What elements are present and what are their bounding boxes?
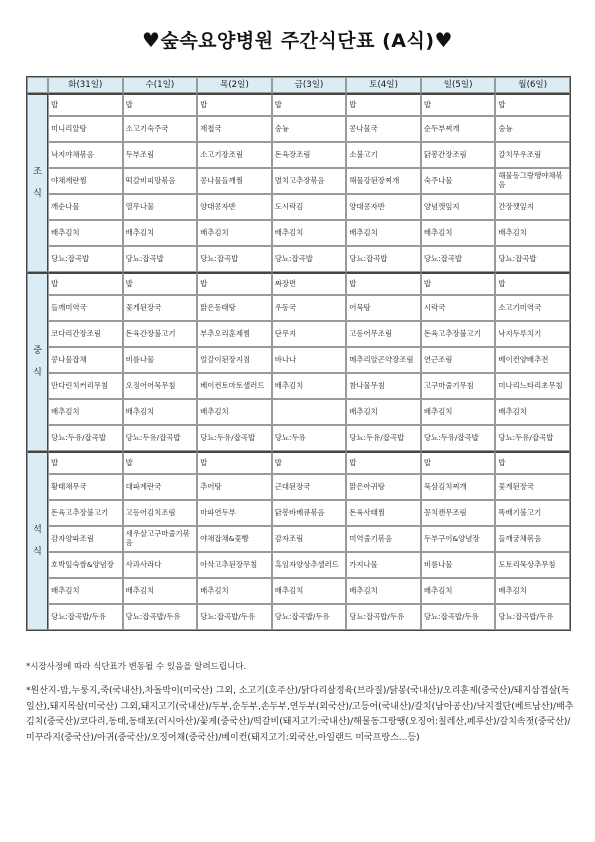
menu-row [27,474,570,500]
dish-cell: 숭늉 [495,116,570,142]
dish-cell: 밥 [495,272,570,295]
dish-cell: 배추김치 [48,578,123,604]
dish-cell: 밥 [272,93,347,116]
menu-row [27,142,570,168]
day-header: 토(4일) [346,77,421,93]
dish-cell: 꽃게된장국 [495,474,570,500]
meal-block [27,272,570,451]
dish-cell: 재첩국 [197,116,272,142]
day-header: 월(6일) [495,77,570,93]
dish-cell: 소고기숙주국 [123,116,198,142]
dish-cell: 해물동그랑땡야채볶음 [495,168,570,194]
menu-row [27,451,570,474]
dish-cell: 맑은동태탕 [197,295,272,321]
dish-cell: 배추김치 [421,578,496,604]
dish-cell: 당뇨:두유/잡곡밥 [346,425,421,451]
dish-cell: 배추김치 [421,220,496,246]
meal-label-char: 식 [33,547,42,557]
dish-cell: 배추김치 [272,578,347,604]
dish-cell: 당뇨:잡곡밥/두유 [495,604,570,630]
dish-cell: 시락국 [421,295,496,321]
dish-cell: 당뇨:잡곡밥/두유 [197,604,272,630]
meal-block [27,93,570,272]
dish-cell: 부추오리훈제찜 [197,321,272,347]
dish-cell: 꽃게된장국 [123,295,198,321]
dish-cell: 만다린치커리무침 [48,373,123,399]
dish-cell: 고등어김치조림 [123,500,198,526]
dish-cell: 소고기장조림 [197,142,272,168]
dish-cell: 밥 [48,93,123,116]
dish-cell: 배추김치 [346,220,421,246]
dish-cell: 밥 [123,272,198,295]
dish-cell: 배추김치 [495,578,570,604]
dish-cell: 닭봉간장조림 [421,142,496,168]
dish-cell: 닭봉바베큐볶음 [272,500,347,526]
dish-cell: 배추김치 [197,578,272,604]
dish-cell: 밥 [421,272,496,295]
menu-row [27,526,570,552]
dish-cell: 흑임자양상추샐러드 [272,552,347,578]
header-corner [27,77,48,93]
dish-cell: 소고기미역국 [495,295,570,321]
dish-cell: 숙주나물 [421,168,496,194]
menu-row [27,399,570,425]
dish-cell: 낙지야채볶음 [48,142,123,168]
dish-cell: 밥 [123,93,198,116]
dish-cell: 감자조림 [272,526,347,552]
menu-row [27,272,570,295]
dish-cell: 떡갈비피망볶음 [123,168,198,194]
dish-cell: 돈육고추장불고기 [48,500,123,526]
dish-cell: 도토리묵상추무침 [495,552,570,578]
notice-text: *시장사정에 따라 식단표가 변동될 수 있음을 알려드립니다. [26,662,247,672]
dish-cell: 당뇨:잡곡밥 [421,246,496,272]
dish-cell: 마파연두부 [197,500,272,526]
dish-cell: 어묵탕 [346,295,421,321]
dish-cell: 콩나물들깨찜 [197,168,272,194]
menu-row [27,194,570,220]
menu-row [27,246,570,272]
meal-label-char: 식 [33,368,42,378]
meal-label-char: 석 [33,525,42,535]
dish-cell: 맑은아귀탕 [346,474,421,500]
dish-cell: 배추김치 [495,220,570,246]
menu-row [27,168,570,194]
dish-cell: 감자양파조림 [48,526,123,552]
dish-cell: 당뇨:잡곡밥 [346,246,421,272]
dish-cell: 밥 [421,93,496,116]
dish-cell: 당뇨:잡곡밥 [495,246,570,272]
dish-cell: 배추김치 [421,399,496,425]
meal-label-char: 식 [33,189,42,199]
day-header: 금(3일) [272,77,347,93]
heart-icon: ♥ [142,28,161,52]
dish-cell: 당뇨:두유/잡곡밥 [421,425,496,451]
dish-cell: 배추김치 [123,399,198,425]
dish-cell: 해물강된장찌개 [346,168,421,194]
dish-cell: 비름나물 [421,552,496,578]
dish-cell: 묵삼김치찌개 [421,474,496,500]
dish-cell: 밥 [346,93,421,116]
menu-row [27,552,570,578]
dish-cell: 들깨궁채볶음 [495,526,570,552]
dish-cell: 당뇨:두유/잡곡밥 [197,425,272,451]
dish-cell: 당뇨:잡곡밥/두유 [421,604,496,630]
dish-cell: 도시락김 [272,194,347,220]
dish-cell: 연근조림 [421,347,496,373]
dish-cell: 배추김치 [495,399,570,425]
dish-cell: 메추리알곤약장조림 [346,347,421,373]
dish-cell: 배추김치 [197,399,272,425]
dish-cell: 배추김치 [346,399,421,425]
dish-cell: 베이컨토마토샐러드 [197,373,272,399]
dish-cell: 밥 [197,93,272,116]
dish-cell: 돈육고추장불고기 [421,321,496,347]
dish-cell: 당뇨:두유/잡곡밥 [495,425,570,451]
dish-cell: 비름나물 [123,347,198,373]
dish-cell: 참나물무침 [346,373,421,399]
dish-cell: 추어탕 [197,474,272,500]
dish-cell: 배추김치 [346,578,421,604]
meal-label [27,451,48,630]
dish-cell: 당뇨:두유 [272,425,347,451]
dish-cell: 밥 [123,451,198,474]
dish-cell: 멸치고추장볶음 [272,168,347,194]
dish-cell: 두부구이&양념장 [421,526,496,552]
dish-cell: 양대콩자반 [197,194,272,220]
dish-cell: 얼갈이된장지짐 [197,347,272,373]
dish-cell: 당뇨:잡곡밥 [48,246,123,272]
dish-cell: 두부조림 [123,142,198,168]
dish-cell: 배추김치 [48,220,123,246]
dish-cell: 바나나 [272,347,347,373]
dish-cell: 들깨미역국 [48,295,123,321]
heart-icon: ♥ [434,28,453,52]
day-header: 화(31일) [48,77,123,93]
menu-row [27,373,570,399]
dish-cell: 열무나물 [123,194,198,220]
menu-row [27,93,570,116]
dish-cell: 배추김치 [48,399,123,425]
meal-label-char: 조 [33,167,42,177]
dish-cell: 배추김치 [197,220,272,246]
dish-cell: 당뇨:두유/잡곡밥 [48,425,123,451]
dish-cell: 미역줄기볶음 [346,526,421,552]
menu-row [27,347,570,373]
menu-row [27,425,570,451]
dish-cell: 당뇨:잡곡밥/두유 [123,604,198,630]
dish-cell [272,399,347,425]
dish-cell: 당뇨:잡곡밥 [272,246,347,272]
title-text: 숲속요양병원 주간식단표 (A식) [160,30,435,52]
dish-cell: 낙지두루치기 [495,321,570,347]
menu-row [27,116,570,142]
dish-cell: 밥 [197,272,272,295]
dish-cell: 배추김치 [272,373,347,399]
menu-row [27,220,570,246]
dish-cell: 코다리간장조림 [48,321,123,347]
dish-cell: 밥 [197,451,272,474]
dish-cell: 미니리알탕 [48,116,123,142]
dish-cell: 간장깻잎지 [495,194,570,220]
dish-cell: 밥 [346,451,421,474]
dish-cell: 당뇨:잡곡밥/두유 [346,604,421,630]
dish-cell: 야채잡채&꽃빵 [197,526,272,552]
dish-cell: 밥 [495,451,570,474]
meal-block [27,451,570,630]
dish-cell: 갈치무우조림 [495,142,570,168]
dish-cell: 똑배기불고기 [495,500,570,526]
dish-cell: 오징어어묵무침 [123,373,198,399]
day-header: 목(2일) [197,77,272,93]
dish-cell: 돈육장조림 [272,142,347,168]
menu-row [27,321,570,347]
dish-cell: 베이컨양배추전 [495,347,570,373]
dish-cell: 가지나물 [346,552,421,578]
dish-cell: 당뇨:잡곡밥 [197,246,272,272]
dish-cell: 당뇨:두유/잡곡밥 [123,425,198,451]
dish-cell: 밥 [346,272,421,295]
dish-cell: 우동국 [272,295,347,321]
day-header: 수(1일) [123,77,198,93]
page-title [0,26,595,53]
day-header: 일(5일) [421,77,496,93]
dish-cell: 고등어무조림 [346,321,421,347]
dish-cell: 아삭고추된장무침 [197,552,272,578]
dish-cell: 호박잎숙쌈&양념장 [48,552,123,578]
dish-cell: 근대된장국 [272,474,347,500]
dish-cell: 소불고기 [346,142,421,168]
dish-cell: 새우살고구마줄기볶음 [123,526,198,552]
dish-cell: 야채계란찜 [48,168,123,194]
menu-row [27,295,570,321]
dish-cell: 사과사라다 [123,552,198,578]
day-header-row [27,77,570,93]
dish-cell: 배추김치 [123,220,198,246]
dish-cell: 미나리느타리초무침 [495,373,570,399]
dish-cell: 배추김치 [123,578,198,604]
menu-row [27,578,570,604]
dish-cell: 밥 [495,93,570,116]
dish-cell: 깨순나물 [48,194,123,220]
dish-cell: 콩나물국 [346,116,421,142]
dish-cell: 숭늉 [272,116,347,142]
dish-cell: 배추김치 [272,220,347,246]
weekly-menu-table [26,76,571,631]
meal-label-char: 중 [33,346,42,356]
dish-cell: 밥 [272,451,347,474]
menu-row [27,500,570,526]
meal-label [27,93,48,272]
menu-row [27,604,570,630]
dish-cell: 순두부찌개 [421,116,496,142]
dish-cell: 단무지 [272,321,347,347]
dish-cell: 고구마줄기무침 [421,373,496,399]
dish-cell: 양대콩자반 [346,194,421,220]
dish-cell: 당뇨:잡곡밥/두유 [48,604,123,630]
dish-cell: 당뇨:잡곡밥 [123,246,198,272]
dish-cell: 밥 [48,272,123,295]
origin-text: *원산지-밥,누룽지,죽(국내산),차돌박이(미국산) 그외, 소고기(호주산)/닭다리살정육(브라질)/닭봉(국내산)/오리훈제(중국산)/돼지삼겹살(독일산),돼지목살(미국산) 그외,돼지고기(국내산)/두부,순두부,손두부,연두부(외국산)/고등어(국내산)/갈치(남아공산)/낙지절단(베트남산)/배추김치(중국산)/코다리,동태,동태포(러시아산)/꽃게(중국산)/떡갈비(돼지고기:국내산)/해물동그랑땡(오징어:칠레산,페루산)/갈치속젓(중국산)/미꾸라지(중국산)/아귀(중국산)/오징어채(중국산)/베이컨(돼지고기:외국산,아일랜드 미국프랑스...등) [26,686,574,743]
dish-cell: 대파계란국 [123,474,198,500]
dish-cell: 돈육간장불고기 [123,321,198,347]
dish-cell: 꽁치캔무조림 [421,500,496,526]
dish-cell: 밥 [421,451,496,474]
meal-label [27,272,48,451]
dish-cell: 돈육사태찜 [346,500,421,526]
dish-cell: 양념깻잎지 [421,194,496,220]
dish-cell: 콩나물잡채 [48,347,123,373]
dish-cell: 짜장면 [272,272,347,295]
dish-cell: 황태채무국 [48,474,123,500]
dish-cell: 당뇨:잡곡밥/두유 [272,604,347,630]
dish-cell: 밥 [48,451,123,474]
